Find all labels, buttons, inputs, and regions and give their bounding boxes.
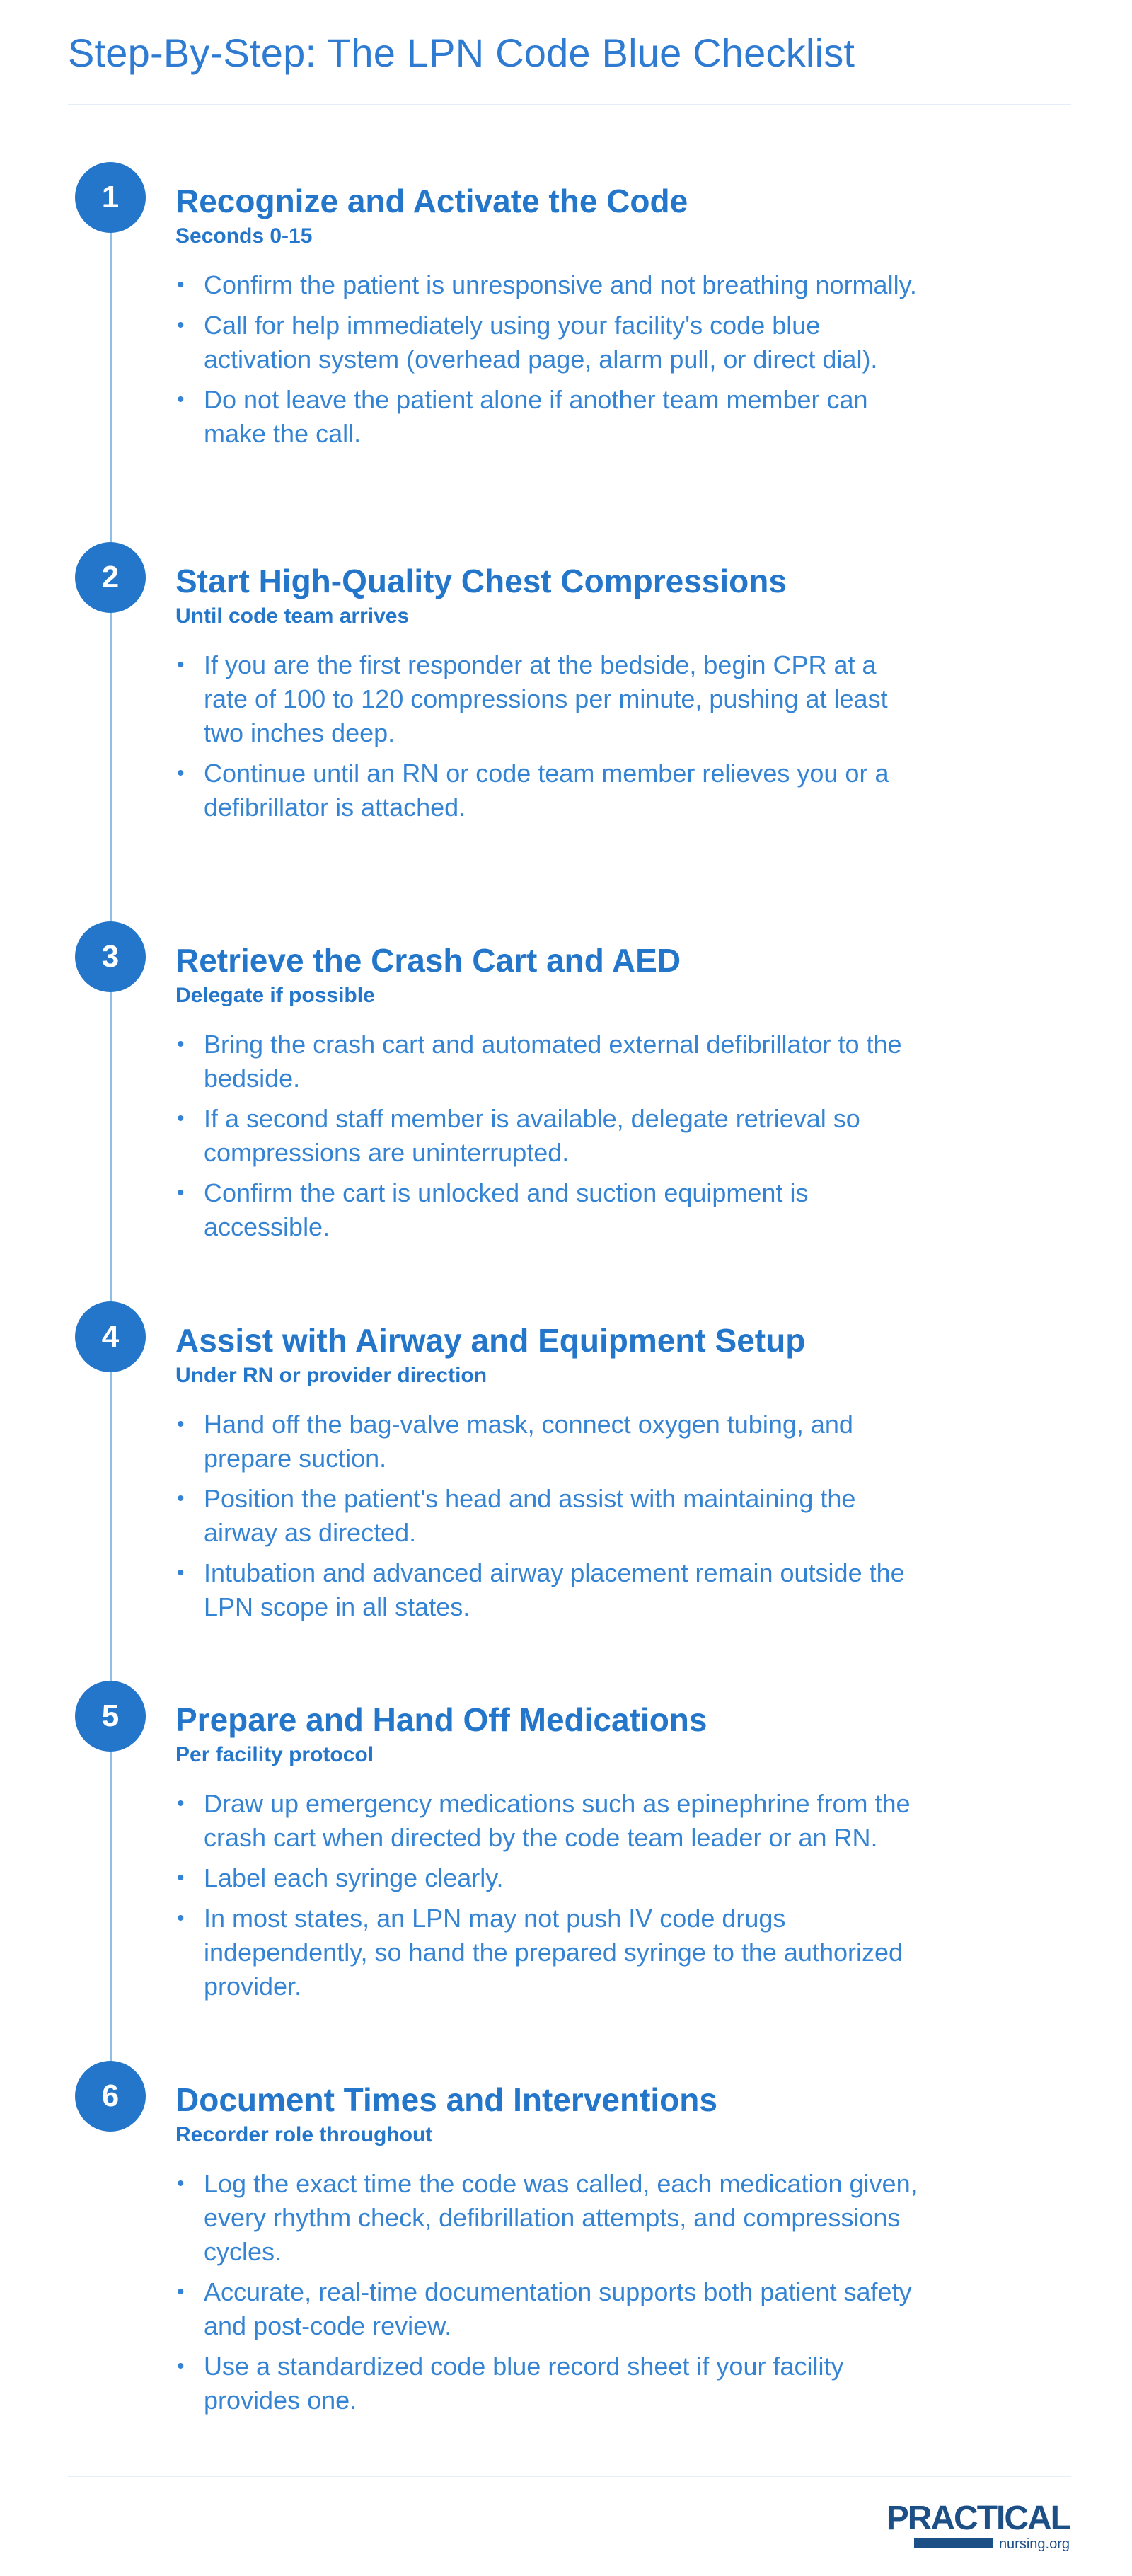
step-subtitle: Per facility protocol xyxy=(175,1743,374,1766)
logo-bar xyxy=(914,2538,993,2548)
bullet-item: • Do not leave the patient alone if another team member can make the call. xyxy=(175,383,925,451)
bullet-item: • Position the patient's head and assist with maintaining the airway as directed. xyxy=(175,1482,925,1550)
bullet-item: • Bring the crash cart and automated external defibrillator to the bedside. xyxy=(175,1028,925,1096)
step-subtitle: Under RN or provider direction xyxy=(175,1364,487,1387)
step-title: Document Times and Interventions xyxy=(175,2081,717,2118)
step-number-badge: 5 xyxy=(75,1681,146,1752)
step-bullet-list xyxy=(175,2167,925,2424)
bullet-item: • Continue until an RN or code team member relieves you or a defibrillator is attached. xyxy=(175,757,925,824)
step-number-badge: 4 xyxy=(75,1301,146,1372)
step-bullet-list xyxy=(175,268,925,457)
step-subtitle: Delegate if possible xyxy=(175,984,375,1007)
step-subtitle: Seconds 0-15 xyxy=(175,224,313,248)
step-title: Start High-Quality Chest Compressions xyxy=(175,563,787,599)
step-title: Assist with Airway and Equipment Setup xyxy=(175,1322,806,1359)
step-title: Prepare and Hand Off Medications xyxy=(175,1701,708,1738)
step-subtitle: Until code team arrives xyxy=(175,604,410,628)
timeline-line xyxy=(110,197,112,2107)
bullet-item: • In most states, an LPN may not push IV code drugs independently, so hand the prepared syringe to the authorized provider. xyxy=(175,1902,925,2003)
logo-domain: nursing.org xyxy=(998,2536,1070,2552)
step-number-badge: 2 xyxy=(75,542,146,613)
bullet-item: • Log the exact time the code was called, each medication given, every rhythm check, defibrillation attempts, and compressions cycles. xyxy=(175,2167,925,2269)
practical-nursing-logo xyxy=(886,2500,1070,2558)
top-divider xyxy=(68,104,1071,105)
bullet-item: • Intubation and advanced airway placement remain outside the LPN scope in all states. xyxy=(175,1556,925,1624)
bullet-item: • If you are the first responder at the bedside, begin CPR at a rate of 100 to 120 compressions per minute, pushing at least two inches deep. xyxy=(175,648,925,750)
step-number-badge: 6 xyxy=(75,2061,146,2132)
bullet-item: • Confirm the patient is unresponsive and not breathing normally. xyxy=(175,268,925,302)
bullet-item: • If a second staff member is available, delegate retrieval so compressions are uninterrupted. xyxy=(175,1102,925,1170)
step-title: Recognize and Activate the Code xyxy=(175,183,688,219)
bullet-item: • Call for help immediately using your facility's code blue activation system (overhead page, alarm pull, or direct dial). xyxy=(175,309,925,376)
bullet-item: • Hand off the bag-valve mask, connect oxygen tubing, and prepare suction. xyxy=(175,1408,925,1476)
bottom-divider xyxy=(68,2476,1071,2477)
step-subtitle: Recorder role throughout xyxy=(175,2123,433,2146)
step-bullet-list xyxy=(175,1028,925,1250)
step-bullet-list xyxy=(175,1408,925,1631)
page-title: Step-By-Step: The LPN Code Blue Checklist xyxy=(68,30,855,75)
bullet-item: • Confirm the cart is unlocked and suction equipment is accessible. xyxy=(175,1176,925,1244)
step-number-badge: 1 xyxy=(75,162,146,233)
bullet-item: • Use a standardized code blue record sheet if your facility provides one. xyxy=(175,2350,925,2417)
step-title: Retrieve the Crash Cart and AED xyxy=(175,942,681,979)
logo-wordmark: PRACTICAL xyxy=(886,2500,1070,2537)
bullet-item: • Label each syringe clearly. xyxy=(175,1861,925,1895)
step-number-badge: 3 xyxy=(75,921,146,992)
bullet-item: • Accurate, real-time documentation supports both patient safety and post-code review. xyxy=(175,2275,925,2343)
bullet-item: • Draw up emergency medications such as epinephrine from the crash cart when directed by the code team leader or an RN. xyxy=(175,1787,925,1855)
step-bullet-list xyxy=(175,648,925,831)
step-bullet-list xyxy=(175,1787,925,2010)
